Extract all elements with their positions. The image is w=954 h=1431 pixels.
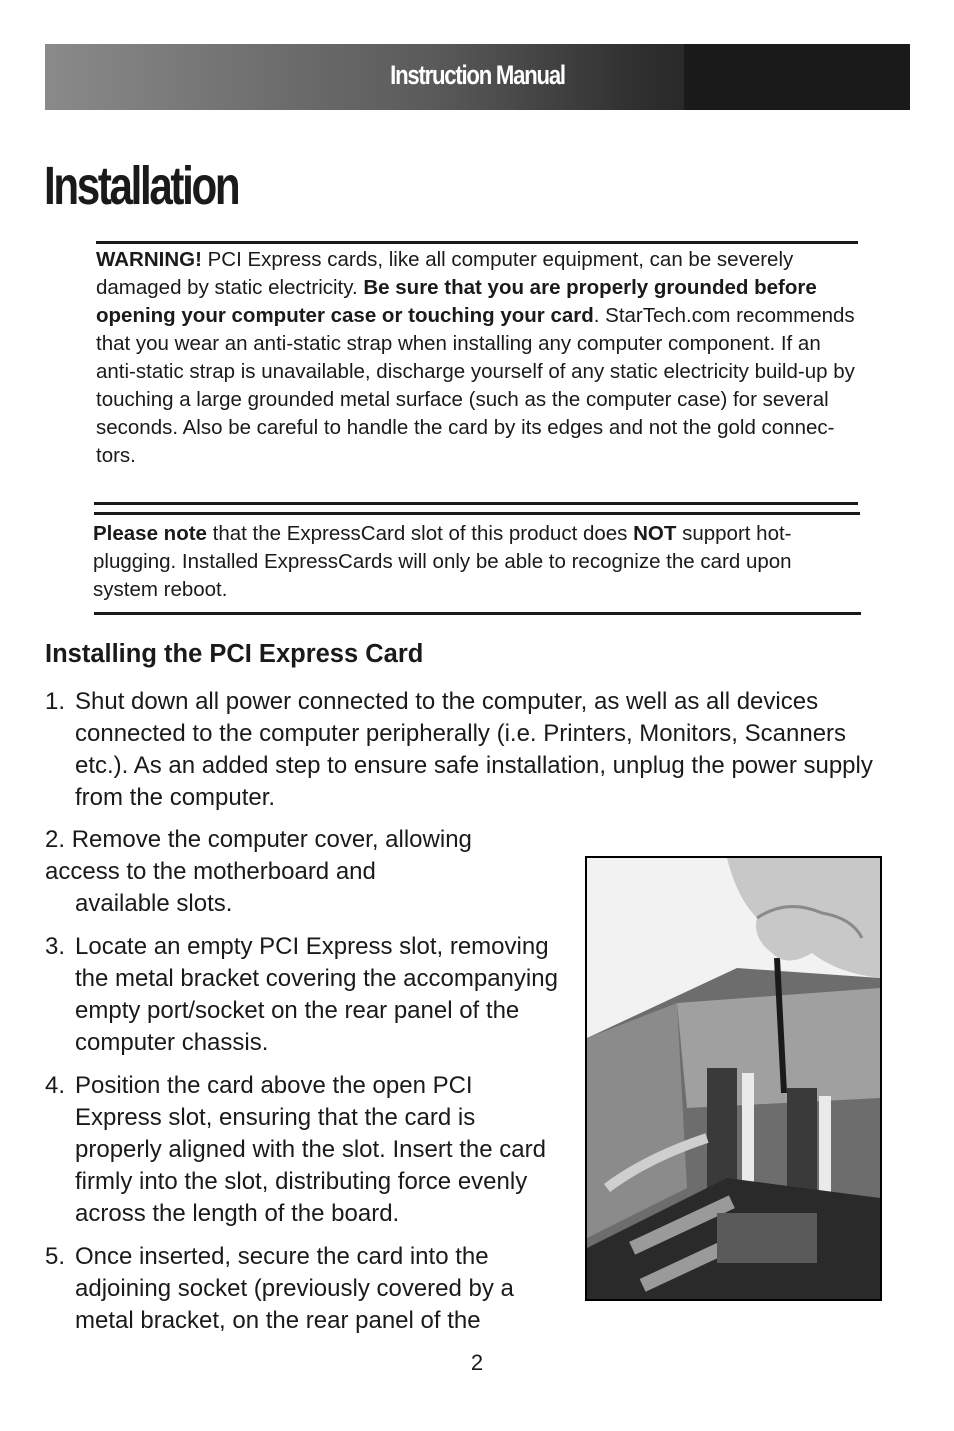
- step-2: 2. Remove the computer cover, allowing access to the motherboard and available slots.: [45, 826, 472, 917]
- page-title: Installation: [44, 156, 239, 216]
- header-title: Instruction Manual: [390, 60, 565, 90]
- installation-photo-illustration: [587, 858, 880, 1299]
- note-bottom-rule: [94, 612, 861, 615]
- warning-label: WARNING!: [96, 248, 202, 271]
- installation-photo: [585, 856, 882, 1301]
- warning-top-rule: [96, 241, 858, 244]
- header-bar: [45, 44, 910, 110]
- note-label: Please note: [93, 522, 207, 545]
- step-3: 3. Locate an empty PCI Express slot, removing the metal bracket covering the accompanying empty port/socket on the rear panel of the computer chassis.: [45, 933, 558, 1056]
- note-emphasis: NOT: [633, 522, 677, 545]
- section-heading: Installing the PCI Express Card: [45, 640, 424, 668]
- step-4: 4. Position the card above the open PCI Express slot, ensuring that the card is properly aligned with the slot. Insert the card firmly into the slot, distributing force evenly across the length of the board.: [45, 1072, 546, 1227]
- note-top-rule: [94, 512, 860, 515]
- warning-text: WARNING! PCI Express cards, like all computer equipment, can be severely damaged by static electricity. Be sure that you are properly grounded before opening your computer case or touching your card. StarTech.com recommends that you wear an anti-static strap when installing any computer component. If an anti-static strap is unavailable, discharge yourself of any static electricity build-up by touching a large grounded metal surface (such as the computer case) for several seconds. Also be careful to handle the card by its edges and not the gold connec-tors.: [96, 248, 855, 467]
- page-number: 2: [470, 1350, 484, 1375]
- warning-bottom-rule: [94, 502, 858, 505]
- step-1: 1. Shut down all power connected to the computer, as well as all devices connected to the computer peripherally (i.e. Printers, Monitors, Scanners etc.). As an added step to ensure safe installation, unplug the power supply from the computer.: [45, 688, 873, 811]
- warning-emphasis: Be sure that you are properly grounded before opening your computer case or touching your card: [96, 276, 817, 327]
- note-text: Please note that the ExpressCard slot of this product does NOT support hot-plugging. Installed ExpressCards will only be able to recognize the card upon system reboot.: [93, 522, 792, 601]
- step-5: 5. Once inserted, secure the card into the adjoining socket (previously covered by a metal bracket, on the rear panel of the: [45, 1243, 514, 1334]
